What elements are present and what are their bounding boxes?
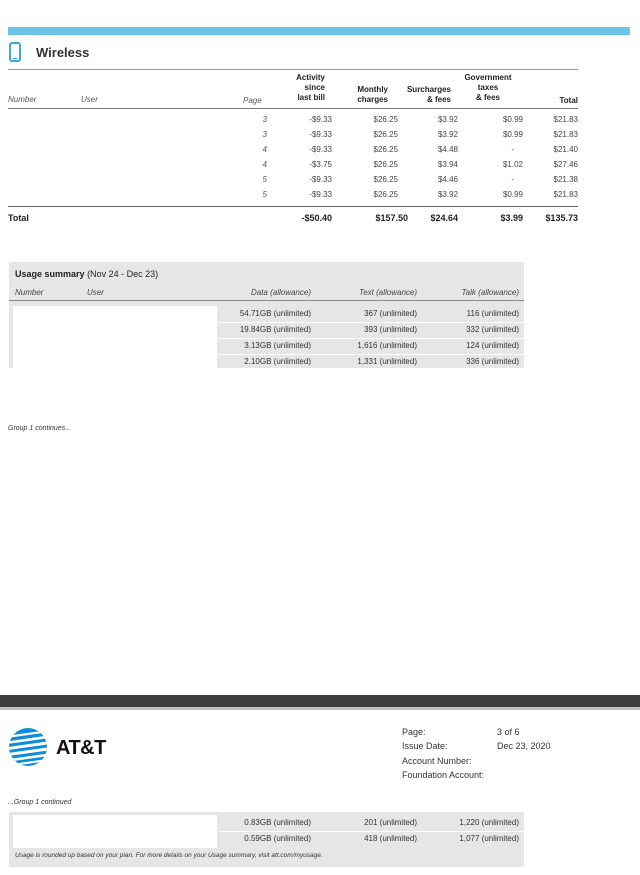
table-row: 3 -$9.33 $26.25 $3.92 $0.99 $21.83 bbox=[262, 130, 578, 139]
col-surcharges: Surcharges & fees bbox=[406, 85, 451, 104]
bill-page-2 bbox=[0, 710, 640, 875]
page-value: 3 of 6 bbox=[497, 727, 520, 737]
col-monthly: Monthly charges bbox=[357, 85, 388, 104]
usage-row: 2.10GB (unlimited) 1,331 (unlimited) 336 (unlimited) bbox=[244, 357, 519, 366]
col-user: User bbox=[81, 95, 98, 104]
usage-row: 54.71GB (unlimited) 367 (unlimited) 116 (unlimited) bbox=[239, 309, 519, 318]
table-row: 4 -$3.75 $26.25 $3.94 $1.02 $27.46 bbox=[262, 160, 578, 169]
att-globe-logo-icon bbox=[8, 727, 48, 767]
col-number: Number bbox=[8, 95, 37, 104]
usage-summary-title: Usage summary (Nov 24 - Dec 23) bbox=[15, 269, 159, 279]
issue-date-value: Dec 23, 2020 bbox=[497, 741, 551, 751]
usage-row: 3.13GB (unlimited) 1,616 (unlimited) 124 (unlimited) bbox=[244, 341, 519, 350]
section-title: Wireless bbox=[36, 45, 90, 60]
total-rule bbox=[8, 206, 578, 207]
page-label: Page: bbox=[402, 727, 426, 737]
table-row: 5 -$9.33 $26.25 $4.46 - $21.38 bbox=[262, 175, 578, 184]
group-continued-note: ...Group 1 continued bbox=[8, 799, 72, 806]
table-row: 5 -$9.33 $26.25 $3.92 $0.99 $21.83 bbox=[262, 190, 578, 199]
table-row: 3 -$9.33 $26.25 $3.92 $0.99 $21.83 bbox=[262, 115, 578, 124]
usage-row: 19.84GB (unlimited) 393 (unlimited) 332 (unlimited) bbox=[239, 325, 519, 334]
page-break-bar bbox=[0, 695, 640, 707]
usage-row: 0.59GB (unlimited) 418 (unlimited) 1,077 (unlimited) bbox=[244, 834, 519, 843]
phone-icon bbox=[9, 42, 21, 62]
account-number-label: Account Number: bbox=[402, 756, 472, 766]
total-row: Total -$50.40 $157.50 $24.64 $3.99 $135.73 bbox=[8, 213, 578, 223]
header-bottom-rule bbox=[8, 108, 578, 109]
usage-summary-continued-panel bbox=[9, 812, 524, 867]
col-total: Total bbox=[559, 96, 578, 105]
section-accent-bar bbox=[8, 27, 630, 35]
usage-summary-panel bbox=[9, 262, 524, 368]
header-top-rule bbox=[8, 69, 578, 70]
issue-date-label: Issue Date: bbox=[402, 741, 448, 751]
usage-footnote: Usage is rounded up based on your plan. For more details on your Usage summary, visit att.com/myusage. bbox=[15, 852, 323, 859]
foundation-account-label: Foundation Account: bbox=[402, 770, 485, 780]
table-row: 4 -$9.33 $26.25 $4.48 - $21.40 bbox=[262, 145, 578, 154]
col-activity: Activity since last bill bbox=[296, 73, 325, 102]
att-brand-name: AT&T bbox=[56, 737, 106, 759]
group-continues-note: Group 1 continues... bbox=[8, 425, 72, 432]
usage-header-rule bbox=[9, 300, 524, 301]
usage-header: Number User Data (allowance) Text (allowance) Talk (allowance) bbox=[15, 288, 519, 297]
col-government: Government taxes & fees bbox=[464, 73, 512, 102]
col-page: Page bbox=[243, 96, 262, 105]
usage-row: 0.83GB (unlimited) 201 (unlimited) 1,220 (unlimited) bbox=[244, 818, 519, 827]
